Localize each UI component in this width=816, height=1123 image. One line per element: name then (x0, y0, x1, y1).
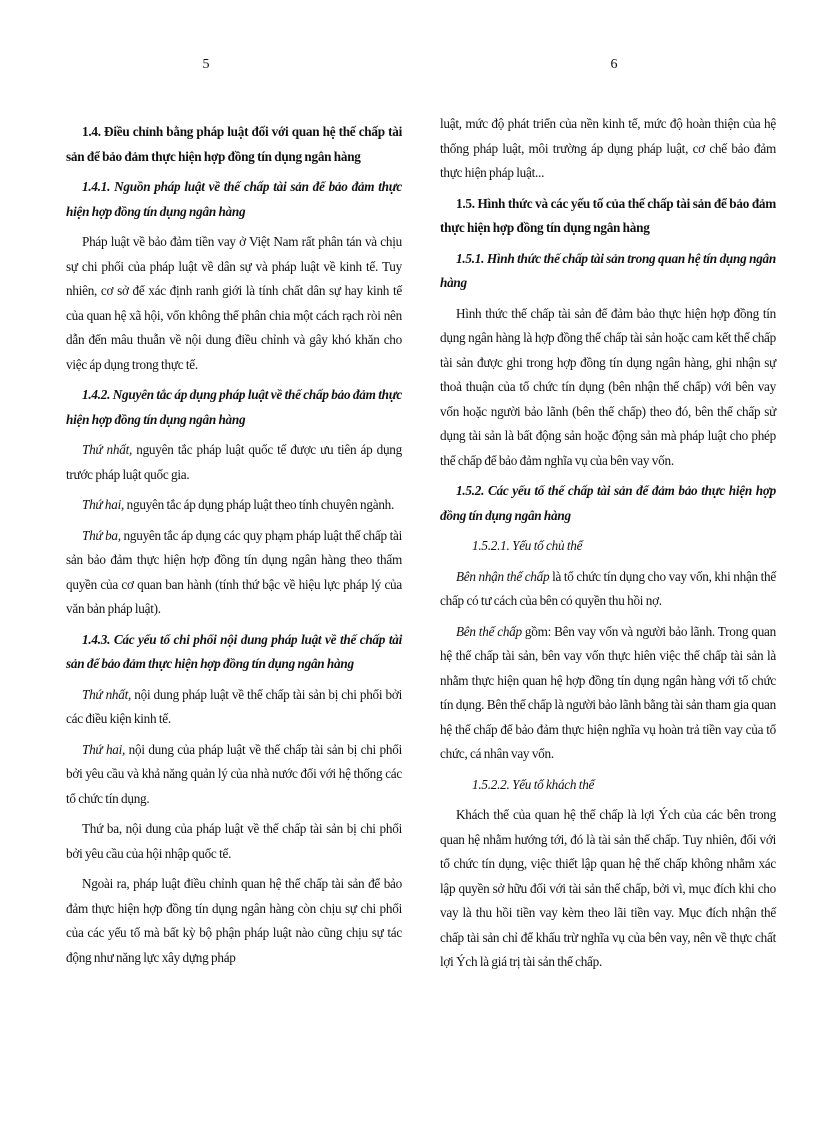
lead-word: Thứ nhất, (82, 442, 133, 457)
heading-1-4: 1.4. Điều chỉnh bằng pháp luật đối với quan hệ thế chấp tài sản để bảo đảm thực hiện hợp đồng tín dụng ngân hàng (66, 124, 402, 164)
lead-word: Thứ hai, (82, 741, 126, 757)
paragraph-1-4-2-second (66, 493, 402, 518)
paragraph-1-5-2-1-first (440, 565, 776, 614)
heading-1-4-3: 1.4.3. Các yếu tố chi phối nội dung pháp luật về thế chấp tài sản để bảo đảm thực hiện hợp đồng tín dụng ngân hàng (66, 631, 402, 671)
paragraph-text: là tổ chức tín dụng cho vay vốn, khi nhận thế chấp có tư cách của bên có quyền thu hồi nợ. (440, 568, 776, 608)
page-number-right: 6 (610, 57, 618, 72)
paragraph-text: nguyên tắc áp dụng pháp luật theo tính chuyên ngành. (124, 497, 395, 512)
paragraph-1-4-2-first (66, 438, 402, 487)
paragraph-continued: luật, mức độ phát triển của nền kinh tế, mức độ hoàn thiện của hệ thống pháp luật, môi trường áp dụng pháp luật, cơ chế bảo đảm thực hiện pháp luật... (440, 116, 776, 180)
paragraph-text: gồm: Bên vay vốn và người bảo lãnh. Trong quan hệ thế chấp tài sản, bên vay vốn thực hiên việc thế chấp tài sản là nhằm thực hiện quan hệ hợp đồng tín dụng ngân hàng với tổ chức tín dụng. Bên thế chấp là người bảo lãnh bằng tài sản tham gia quan hệ thế chấp để bảo đảm thực hiện nghĩa vụ hoàn trả tiền vay của tổ chức, cá nhân vay vốn. (440, 623, 777, 761)
lead-term: Bên thế chấp (456, 623, 522, 639)
paragraph-1-4-2-third (66, 524, 402, 622)
heading-1-5: 1.5. Hình thức và các yếu tố của thế chấp tài sản để bảo đảm thực hiện hợp đồng tín dụng ngân hàng (440, 195, 776, 235)
heading-1-5-2: 1.5.2. Các yếu tố thế chấp tài sản để đảm bảo thực hiện hợp đồng tín dụng ngân hàng (440, 483, 776, 523)
lead-word: Thứ hai, (82, 497, 125, 512)
paragraph-1-5-2-1-second (440, 620, 776, 767)
heading-1-5-1: 1.5.1. Hình thức thế chấp tài sản trong quan hệ tín dụng ngân hàng (440, 250, 776, 290)
paragraph-1-4-1: Pháp luật về bảo đảm tiền vay ở Việt Nam rất phân tán và chịu sự chi phối của pháp luật về dân sự và pháp luật về kinh tế. Tuy nhiên, cơ sở để xác định ranh giới là tính chất dân sự hay kinh tế của quan hệ xã hội, vốn không thể phân chia một cách rạch ròi nên dẫn đến mâu thuẫn về nội dung điều chỉnh và gây khó khăn cho việc áp dụng trong thực tế. (66, 234, 402, 372)
right-page-column (440, 112, 776, 981)
lead-word: Thứ nhất, (82, 686, 132, 702)
left-page-column (66, 120, 402, 976)
paragraph-1-4-3-first (66, 683, 402, 732)
heading-1-5-2-2: 1.5.2.2. Yếu tố khách thể (472, 776, 595, 792)
paragraph-text: nguyên tắc áp dụng các quy phạm pháp luật thế chấp tài sản bảo đảm thực hiện hợp đồng tín dụng ngân hàng theo thẩm quyền của cơ quan ban hành (tính thứ bậc về hiệu lực pháp lý của văn bản pháp luật). (66, 527, 402, 616)
heading-1-4-1: 1.4.1. Nguồn pháp luật về thế chấp tài sản để bảo đảm thực hiện hợp đồng tín dụng ngân hàng (66, 179, 402, 219)
paragraph-1-5-2-2: Khách thể của quan hệ thế chấp là lợi Ých của các bên trong quan hệ nhằm hướng tới, đó là tài sản thế chấp. Tuy nhiên, đối với tổ chức tín dụng, việc thiết lập quan hệ thế chấp không nhằm xác lập quyền sở hữu đối với tài sản thế chấp, bởi vì, mục đích khi cho vay là thu hồi tiền vay kèm theo lãi tiền vay. Mục đích nhận thế chấp tài sản chỉ để khấu trừ nghĩa vụ của bên vay, nên về thực chất lợi Ých là giá trị tài sản thế chấp. (440, 807, 776, 969)
paragraph-text: nguyên tắc pháp luật quốc tế được ưu tiên áp dụng trước pháp luật quốc gia. (66, 442, 402, 482)
lead-term: Bên nhận thế chấp (456, 568, 550, 584)
page-number-left: 5 (202, 57, 210, 72)
paragraph-text: nội dung của pháp luật về thế chấp tài sản bị chi phối bởi yêu cầu và khả năng quản lý của nhà nước đối với hệ thống các tổ chức tín dụng. (66, 741, 402, 806)
heading-1-4-2: 1.4.2. Nguyên tắc áp dụng pháp luật về thế chấp bảo đảm thực hiện hợp đồng tín dụng ngân hàng (66, 387, 402, 427)
heading-1-5-2-1: 1.5.2.1. Yếu tố chủ thể (472, 538, 583, 553)
paragraph-1-4-3-second (66, 738, 402, 812)
paragraph-1-4-3-fourth: Ngoài ra, pháp luật điều chỉnh quan hệ thế chấp tài sản để bảo đảm thực hiện hợp đồng tín dụng ngân hàng còn chịu sự chi phối của các yếu tố mà bất kỳ bộ phận pháp luật nào cũng chịu sự tác động như năng lực xây dựng pháp (66, 876, 402, 965)
paragraph-1-5-1: Hình thức thế chấp tài sản để đảm bảo thực hiện hợp đồng tín dụng ngân hàng là hợp đồng thế chấp tài sản hoặc cam kết thế chấp tài sản được ghi trong hợp đồng tín dụng ngân hàng, ghi nhận sự thoả thuận của tổ chức tín dụng (bên nhận thế chấp) với bên vay vốn hoặc người bảo lãnh (bên thế chấp) theo đó, bên thế chấp sử dụng tài sản là bất động sản hoặc động sản mà pháp luật cho phép thế chấp để bảo đảm nghĩa vụ của bên vay vốn. (440, 305, 776, 468)
paragraph-text: nội dung pháp luật về thế chấp tài sản bị chi phối bởi các điều kiện kinh tế. (66, 686, 402, 726)
lead-word: Thứ ba, (82, 527, 121, 543)
paragraph-1-4-3-third: Thứ ba, nội dung của pháp luật về thế chấp tài sản bị chi phối bởi yêu cầu của hội nhập quốc tế. (66, 821, 402, 861)
